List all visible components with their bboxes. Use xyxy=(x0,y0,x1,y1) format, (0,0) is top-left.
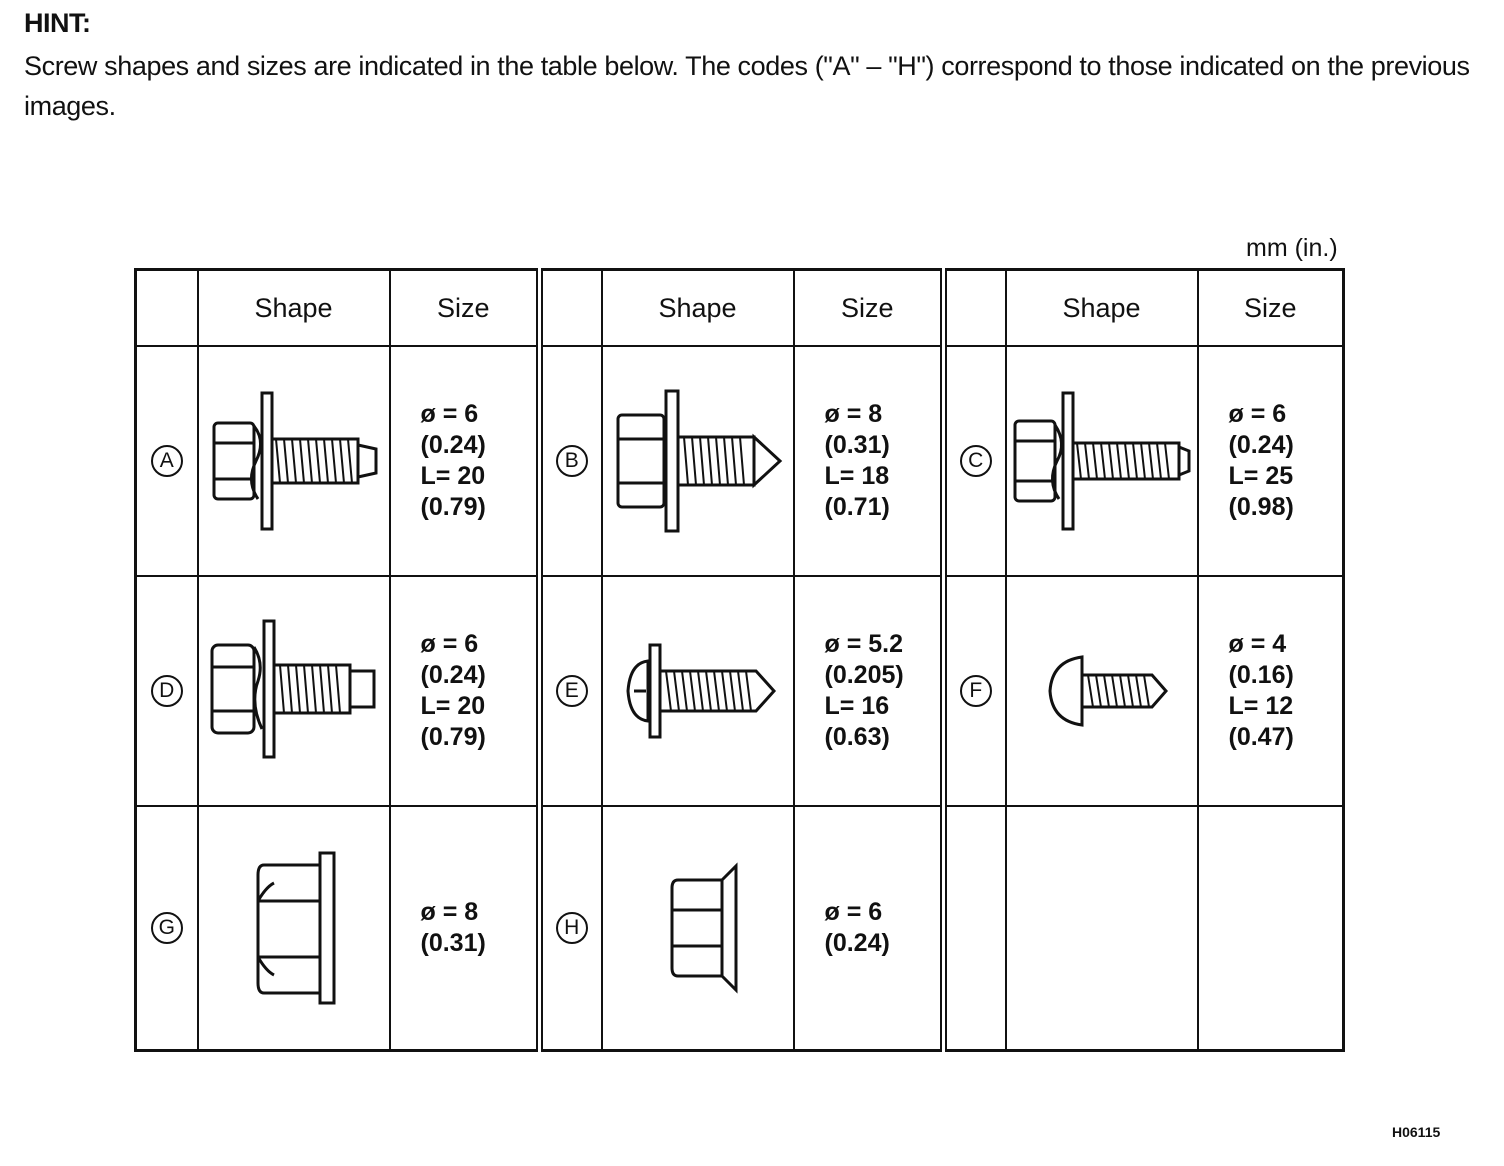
code-badge-c: C xyxy=(960,445,992,477)
header-code-cell xyxy=(136,270,198,347)
code-badge-g: G xyxy=(151,912,183,944)
code-badge-b: B xyxy=(556,445,588,477)
size-cell xyxy=(1198,576,1344,806)
size-value-f: ø = 4 (0.16) L= 12 (0.47) xyxy=(1228,629,1294,751)
size-cell xyxy=(390,346,540,576)
size-value-e: ø = 5.2 (0.205) L= 16 (0.63) xyxy=(824,629,904,751)
pan-head-tapping-screw-washer-icon xyxy=(608,631,788,751)
shape-cell xyxy=(1006,346,1198,576)
shape-cell xyxy=(1006,576,1198,806)
size-cell xyxy=(794,806,944,1051)
hex-bolt-double-washer-icon xyxy=(204,611,384,771)
size-cell xyxy=(794,346,944,576)
size-value-c: ø = 6 (0.24) L= 25 (0.98) xyxy=(1228,399,1294,521)
code-cell xyxy=(540,576,602,806)
code-cell xyxy=(136,806,198,1051)
code-badge-d: D xyxy=(151,675,183,707)
header-shape: Shape xyxy=(198,270,390,347)
size-value-g: ø = 8 (0.31) xyxy=(420,897,486,957)
header-size: Size xyxy=(390,270,540,347)
code-badge-f: F xyxy=(960,675,992,707)
size-value-a: ø = 6 (0.24) L= 20 (0.79) xyxy=(420,399,486,521)
empty-shape-cell xyxy=(1006,806,1198,1051)
table-row xyxy=(136,806,1344,1051)
hex-bolt-washer-pointed-icon xyxy=(608,381,788,541)
size-value-d: ø = 6 (0.24) L= 20 (0.79) xyxy=(420,629,486,751)
flange-nut-large-icon xyxy=(234,843,354,1013)
shape-cell xyxy=(198,346,390,576)
code-cell xyxy=(136,346,198,576)
code-cell xyxy=(540,806,602,1051)
table-header-row xyxy=(136,270,1344,347)
shape-cell xyxy=(198,806,390,1051)
size-value-h: ø = 6 (0.24) xyxy=(824,897,890,957)
header-shape: Shape xyxy=(602,270,794,347)
shape-cell xyxy=(602,806,794,1051)
screw-table xyxy=(134,268,1345,1052)
code-cell xyxy=(944,576,1006,806)
header-size: Size xyxy=(794,270,944,347)
code-cell xyxy=(540,346,602,576)
size-cell xyxy=(390,576,540,806)
code-badge-a: A xyxy=(151,445,183,477)
table-row xyxy=(136,576,1344,806)
size-cell xyxy=(1198,346,1344,576)
header-code-cell xyxy=(540,270,602,347)
hex-bolt-washer-spring-icon xyxy=(204,381,384,541)
flange-nut-small-icon xyxy=(638,858,758,998)
table-row xyxy=(136,346,1344,576)
code-cell xyxy=(136,576,198,806)
header-shape: Shape xyxy=(1006,270,1198,347)
round-head-tapping-screw-icon xyxy=(1012,641,1192,741)
empty-code-cell xyxy=(944,806,1006,1051)
size-value-b: ø = 8 (0.31) L= 18 (0.71) xyxy=(824,399,890,521)
drawing-code: H06115 xyxy=(1392,1124,1441,1140)
code-cell xyxy=(944,346,1006,576)
units-label: mm (in.) xyxy=(1246,234,1338,262)
code-badge-h: H xyxy=(556,912,588,944)
header-size: Size xyxy=(1198,270,1344,347)
hint-title: HINT: xyxy=(24,8,91,38)
header-code-cell xyxy=(944,270,1006,347)
hex-bolt-washer-long-icon xyxy=(1009,381,1195,541)
size-cell xyxy=(794,576,944,806)
size-cell xyxy=(390,806,540,1051)
shape-cell xyxy=(602,346,794,576)
shape-cell xyxy=(198,576,390,806)
empty-size-cell xyxy=(1198,806,1344,1051)
hint-text: Screw shapes and sizes are indicated in the table below. The codes ("A" – "H") correspond to those indicated on the previous images. xyxy=(24,51,1470,121)
code-badge-e: E xyxy=(556,675,588,707)
shape-cell xyxy=(602,576,794,806)
